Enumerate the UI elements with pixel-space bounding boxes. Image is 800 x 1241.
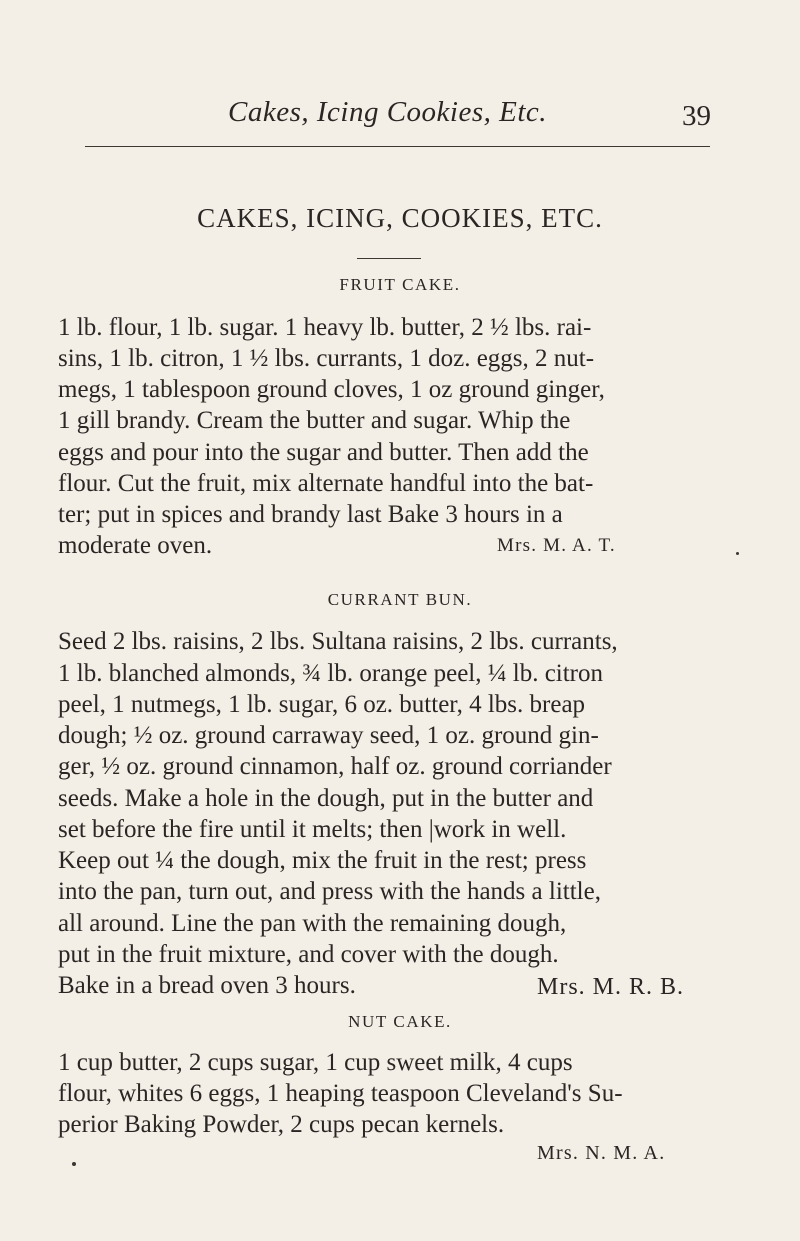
recipe-line: eggs and pour into the sugar and butter. Then add the: [58, 439, 589, 466]
chapter-title: CAKES, ICING, COOKIES, ETC.: [197, 203, 603, 233]
ink-speck: [736, 552, 739, 555]
recipe-line: Keep out ¼ the dough, mix the fruit in the rest; press: [58, 847, 587, 874]
page-number: 39: [682, 100, 711, 132]
recipe-line: 1 gill brandy. Cream the butter and sugar. Whip the: [58, 407, 571, 434]
header-rule: [85, 146, 710, 147]
recipe-line: perior Baking Powder, 2 cups pecan kernels.: [58, 1111, 505, 1138]
recipe-line: set before the fire until it melts; then |work in well.: [58, 816, 567, 843]
recipe-line: moderate oven.: [58, 532, 213, 559]
recipe-line: seeds. Make a hole in the dough, put in the butter and: [58, 785, 594, 812]
recipe-credit: Mrs. M. A. T.: [497, 535, 616, 556]
recipe-line: put in the fruit mixture, and cover with the dough.: [58, 941, 559, 968]
recipe-line: 1 lb. blanched almonds, ¾ lb. orange peel, ¼ lb. citron: [58, 660, 604, 687]
running-head: [0, 96, 800, 136]
section-divider: [357, 258, 421, 259]
running-head-title: Cakes, Icing Cookies, Etc.: [228, 96, 548, 128]
recipe-line: 1 cup butter, 2 cups sugar, 1 cup sweet milk, 4 cups: [58, 1049, 573, 1076]
recipe-line: sins, 1 lb. citron, 1 ½ lbs. currants, 1 doz. eggs, 2 nut-: [58, 345, 595, 372]
recipe-line: Bake in a bread oven 3 hours.: [58, 972, 356, 999]
recipe-line: flour. Cut the fruit, mix alternate handful into the bat-: [58, 470, 594, 497]
recipe-line: Seed 2 lbs. raisins, 2 lbs. Sultana raisins, 2 lbs. currants,: [58, 628, 618, 655]
recipe-line: all around. Line the pan with the remaining dough,: [58, 910, 567, 937]
recipe-credit: Mrs. M. R. B.: [537, 974, 685, 1000]
ink-speck: [72, 1162, 76, 1166]
recipe-line: ter; put in spices and brandy last Bake 3 hours in a: [58, 501, 563, 528]
recipe-line: into the pan, turn out, and press with the hands a little,: [58, 878, 601, 905]
recipe-line: dough; ½ oz. ground carraway seed, 1 oz. ground gin-: [58, 722, 599, 749]
recipe-line: flour, whites 6 eggs, 1 heaping teaspoon Cleveland's Su-: [58, 1080, 623, 1107]
recipe-title-nut-cake: NUT CAKE.: [348, 1012, 452, 1031]
recipe-title-currant-bun: CURRANT BUN.: [327, 590, 473, 609]
recipe-credit: Mrs. N. M. A.: [537, 1142, 666, 1164]
recipe-line: ger, ½ oz. ground cinnamon, half oz. ground corriander: [58, 753, 612, 780]
recipe-line: 1 lb. flour, 1 lb. sugar. 1 heavy lb. butter, 2 ½ lbs. rai-: [58, 314, 592, 341]
recipe-line: peel, 1 nutmegs, 1 lb. sugar, 6 oz. butter, 4 lbs. breap: [58, 691, 586, 718]
recipe-line: megs, 1 tablespoon ground cloves, 1 oz ground ginger,: [58, 376, 605, 403]
recipe-title-fruit-cake: FRUIT CAKE.: [339, 275, 461, 294]
